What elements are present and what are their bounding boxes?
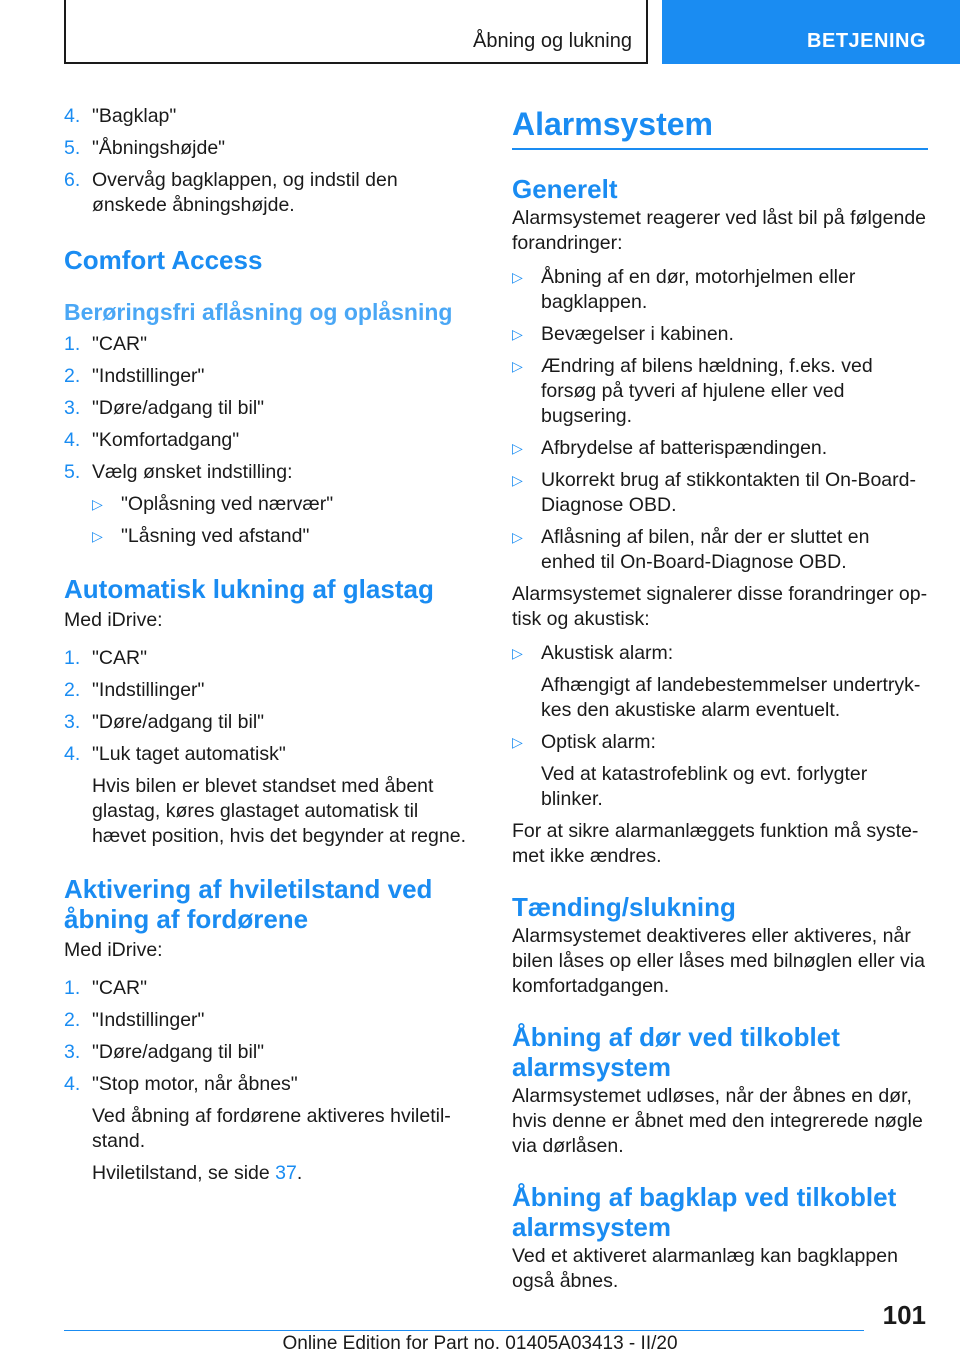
heading-ignition: Tænding/slukning <box>512 892 736 922</box>
sub-bullet-item <box>92 524 476 549</box>
list-number: 4. <box>64 429 81 451</box>
bullet-item <box>512 730 928 755</box>
page-ref-text: Hviletilstand, se side <box>92 1162 276 1184</box>
triangle-bullet-icon: ▷ <box>512 734 523 750</box>
list-number: 4. <box>64 105 81 127</box>
page-ref-link[interactable]: 37 <box>275 1162 297 1184</box>
list-item <box>64 396 476 421</box>
list-text: "Indstillinger" <box>92 1009 205 1031</box>
heading-general: Generelt <box>512 174 618 204</box>
rest-note: Ved åbning af fordørene aktiveres hviletilstand. <box>92 1105 451 1152</box>
bullet-text: Bevægelser i kabinen. <box>541 323 734 345</box>
roof-note: Hvis bilen er blevet standset med åbent glastag, køres glastaget automatisk til hævet position, hvis det begynder at regne. <box>92 775 466 847</box>
list-text: "Stop motor, når åbnes" <box>92 1073 298 1095</box>
triangle-bullet-icon: ▷ <box>512 358 523 374</box>
list-item <box>64 646 476 671</box>
list-item <box>64 1040 476 1065</box>
bullet-item <box>512 322 928 347</box>
bullet-text: Ændring af bilens hældning, f.eks. ved forsøg på tyveri af hjulene eller ved bugsering. <box>541 355 873 427</box>
rest-intro: Med iDrive: <box>64 939 163 961</box>
section-title: Åbning og lukning <box>472 30 632 52</box>
door-text: Alarmsystemet udløses, når der åbnes en dør, hvis denne er åbnet med den integrerede nøgle via dørlåsen. <box>512 1085 923 1157</box>
list-number: 4. <box>64 743 81 765</box>
list-text: "Åbningshøjde" <box>92 137 226 159</box>
list-text: "Indstillinger" <box>92 679 205 701</box>
bullet-item <box>512 525 928 575</box>
tailgate-text: Ved et aktiveret alarmanlæg kan bagklappen også åbnes. <box>512 1245 898 1292</box>
signal-intro: Alarmsystemet signalerer disse forandringer optisk og akustisk: <box>512 583 928 630</box>
heading-touchless: Berøringsfri aflåsning og oplåsning <box>64 299 453 325</box>
list-item <box>64 428 476 453</box>
list-number: 5. <box>64 461 81 483</box>
list-item <box>64 710 476 735</box>
function-note: For at sikre alarmanlæggets funktion må systemet ikke ændres. <box>512 820 919 867</box>
list-text: "CAR" <box>92 333 148 355</box>
bullet-text: Åbning af en dør, motorhjelmen eller bagklappen. <box>541 266 856 313</box>
list-text: "Luk taget automatisk" <box>92 743 286 765</box>
heading-rest-mode: Aktivering af hviletilstand ved åbning af fordørene <box>64 874 433 934</box>
list-item <box>64 742 476 767</box>
left-column <box>64 104 476 1193</box>
list-item <box>64 1008 476 1033</box>
footer-edition: Online Edition for Part no. 01405A03413 - II/20 <box>282 1333 678 1354</box>
footer-divider <box>64 1330 864 1331</box>
bullet-text: "Oplåsning ved nærvær" <box>121 493 334 515</box>
list-text: "Døre/adgang til bil" <box>92 1041 265 1063</box>
roof-list <box>64 646 476 849</box>
triangle-bullet-icon: ▷ <box>512 472 523 488</box>
list-number: 3. <box>64 1041 81 1063</box>
list-number: 1. <box>64 647 81 669</box>
list-number: 6. <box>64 169 81 191</box>
optic-note: Ved at katastrofeblink og evt. forlygter blinker. <box>541 763 868 810</box>
list-number: 4. <box>64 1073 81 1095</box>
list-number: 1. <box>64 333 81 355</box>
list-number: 3. <box>64 397 81 419</box>
header-frame <box>64 0 648 64</box>
triangle-bullet-icon: ▷ <box>512 269 523 285</box>
list-text: "CAR" <box>92 977 148 999</box>
rest-list <box>64 976 476 1186</box>
list-item <box>64 460 476 485</box>
bullet-text: Afbrydelse af batterispændingen. <box>541 437 828 459</box>
list-item <box>64 976 476 1001</box>
list-item <box>64 136 476 161</box>
triangle-bullet-icon: ▷ <box>512 645 523 661</box>
list-number: 3. <box>64 711 81 733</box>
list-text: "Komfortadgang" <box>92 429 240 451</box>
list-text: "Indstillinger" <box>92 365 205 387</box>
triangle-bullet-icon: ▷ <box>512 326 523 342</box>
page-ref-suffix: . <box>296 1162 303 1184</box>
bullet-text: Akustisk alarm: <box>541 642 674 664</box>
list-number: 2. <box>64 1009 81 1031</box>
triangle-bullet-icon: ▷ <box>512 440 523 456</box>
intro-list <box>64 104 476 218</box>
right-column <box>512 104 928 1294</box>
chapter-tab[interactable] <box>662 0 960 64</box>
list-item <box>64 364 476 389</box>
acoustic-note: Afhængigt af landebestemmelser undertrykkes den akustiske alarm eventuelt. <box>541 674 921 721</box>
list-number: 2. <box>64 679 81 701</box>
list-text: Overvåg bagklappen, og indstil den ønskede åbningshøjde. <box>92 169 398 216</box>
bullet-text: Aflåsning af bilen, når der er sluttet en enhed til On-Board-Diagnose OBD. <box>541 526 870 573</box>
bullet-item <box>512 641 928 666</box>
bullet-text: Ukorrekt brug af stikkontakten til On-Board-Diagnose OBD. <box>541 469 916 516</box>
touchless-list <box>64 332 476 549</box>
list-number: 2. <box>64 365 81 387</box>
heading-auto-roof: Automatisk lukning af glastag <box>64 574 434 604</box>
list-number: 1. <box>64 977 81 999</box>
bullet-text: "Låsning ved afstand" <box>121 525 310 547</box>
list-text: Vælg ønsket indstilling: <box>92 461 293 483</box>
triangle-bullet-icon: ▷ <box>92 528 103 544</box>
triangle-bullet-icon: ▷ <box>92 496 103 512</box>
heading-door-opening: Åbning af dør ved tilkoblet alarmsystem <box>512 1022 840 1082</box>
page-number: 101 <box>882 1300 926 1330</box>
bullet-item <box>512 468 928 518</box>
list-item <box>64 332 476 357</box>
bullet-item <box>512 265 928 315</box>
list-text: "Bagklap" <box>92 105 177 127</box>
general-bullets <box>512 265 928 575</box>
heading-comfort-access: Comfort Access <box>64 245 263 275</box>
list-text: "Døre/adgang til bil" <box>92 711 265 733</box>
heading-alarm-system: Alarmsystem <box>512 104 928 150</box>
bullet-text: Optisk alarm: <box>541 731 656 753</box>
list-text: "Døre/adgang til bil" <box>92 397 265 419</box>
list-item <box>64 104 476 129</box>
rest-page-ref <box>92 1161 476 1186</box>
list-number: 5. <box>64 137 81 159</box>
list-text: "CAR" <box>92 647 148 669</box>
ignition-text: Alarmsystemet deaktiveres eller aktiveres, når bilen låses op eller låses med bilnøglen eller via komfortadgangen. <box>512 925 925 997</box>
roof-intro: Med iDrive: <box>64 609 163 631</box>
general-intro: Alarmsystemet reagerer ved låst bil på følgende forandringer: <box>512 207 927 254</box>
heading-tailgate-opening: Åbning af bagklap ved tilkoblet alarmsystem <box>512 1182 897 1242</box>
triangle-bullet-icon: ▷ <box>512 529 523 545</box>
list-item <box>64 678 476 703</box>
sub-bullet-item <box>92 492 476 517</box>
list-item <box>64 168 476 218</box>
bullet-item <box>512 436 928 461</box>
chapter-tab-label: BETJENING <box>807 30 926 52</box>
list-item <box>64 1072 476 1097</box>
bullet-item <box>512 354 928 429</box>
